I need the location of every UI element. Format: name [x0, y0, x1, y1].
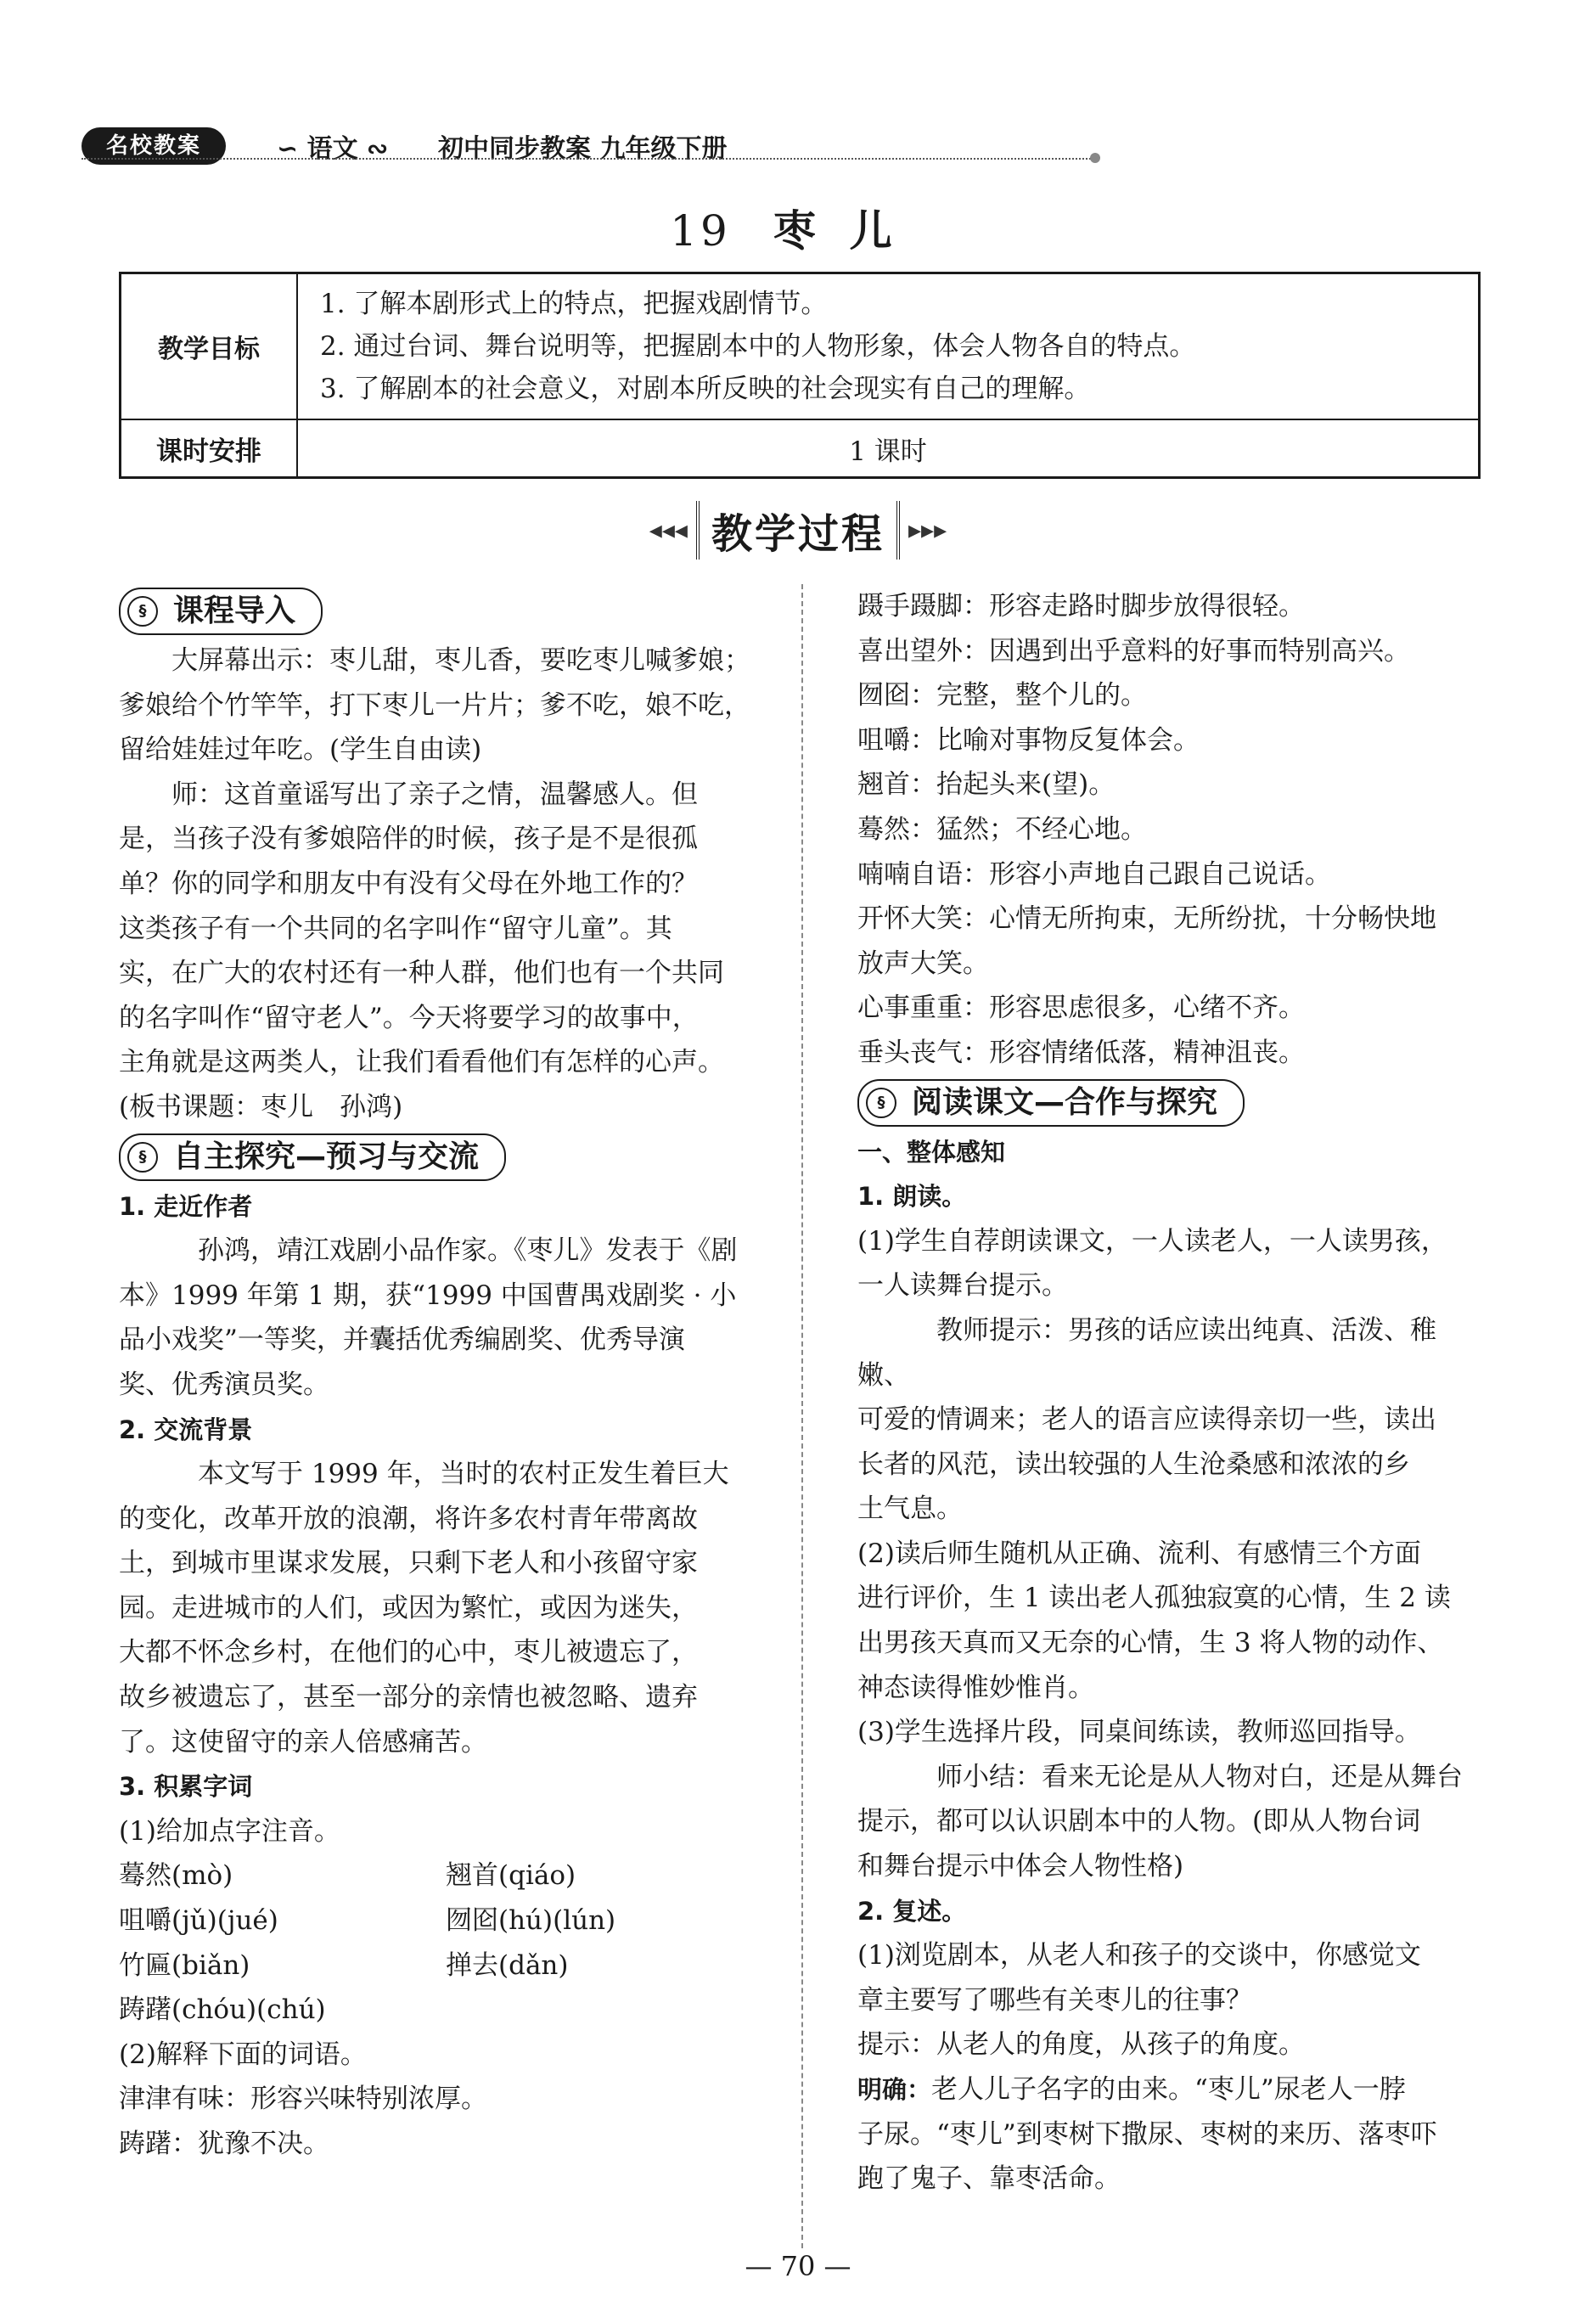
text-line: 长者的风范，读出较强的人生沧桑感和浓浓的乡 — [857, 1448, 1410, 1480]
text-line: 跑了鬼子、靠枣活命。 — [857, 2163, 1121, 2195]
definition-line: 翘首：抬起头来(望)。 — [857, 769, 1116, 801]
text-line: 大都不怀念乡村，在他们的心中，枣儿被遗忘了， — [119, 1637, 698, 1668]
text-line: 故乡被遗忘了，甚至一部分的亲情也被忽略、遗弃 — [119, 1682, 698, 1713]
arrows-right-icon: ▸▸▸ — [908, 515, 947, 545]
goals-items — [297, 273, 1480, 420]
pinyin-item: 掸去(dǎn) — [446, 1949, 569, 1981]
left-column — [119, 584, 773, 2167]
header-dot — [1090, 153, 1100, 163]
definition-line: 开怀大笑：心情无所拘束，无所纷扰，十分畅快地 — [857, 903, 1436, 935]
text-line: 进行评价，生 1 读出老人孤独寂寞的心情，生 2 读 — [857, 1583, 1451, 1614]
definition-line: 心事重重：形容思虑很多，心绪不齐。 — [857, 993, 1305, 1024]
text-line: 这类孩子有一个共同的名字叫作“留守儿童”。其 — [119, 913, 672, 944]
text-line: 孙鸿，靖江戏剧小品作家。《枣儿》发表于《剧 — [198, 1235, 738, 1267]
text-line — [857, 2067, 1486, 2112]
subheading: 2. 复述。 — [857, 1896, 967, 1926]
text-line: 园。走进城市的人们，或因为繁忙，或因为迷失， — [119, 1592, 698, 1623]
section-icon: § — [127, 596, 158, 627]
subheading: 2. 交流背景 — [119, 1415, 253, 1444]
goals-label: 教学目标 — [121, 273, 298, 420]
pinyin-item: 咀嚼(jǔ)(jué) — [119, 1905, 278, 1937]
pinyin-item: 竹匾(biǎn) — [119, 1949, 250, 1981]
text-line: 出男孩天真而又无奈的心情，生 3 将人物的动作、 — [857, 1628, 1444, 1659]
text-line: 本文写于 1999 年，当时的农村正发生着巨大 — [198, 1459, 729, 1490]
section-icon: § — [127, 1142, 158, 1173]
text-line: 神态读得惟妙惟肖。 — [857, 1672, 1094, 1703]
text-line: 子尿。“枣儿”到枣树下撒尿、枣树的来历、落枣吓 — [857, 2118, 1437, 2150]
pinyin-row — [119, 1898, 773, 1943]
clarify-label: 明确： — [857, 2075, 932, 2104]
goal-item: 3. 了解剧本的社会意义，对剧本所反映的社会现实有自己的理解。 — [320, 374, 1091, 404]
text-line: 提示：从老人的角度，从孩子的角度。 — [857, 2029, 1305, 2061]
pinyin-row — [119, 1988, 773, 2033]
arrows-left-icon: ◂◂◂ — [649, 515, 688, 545]
text-line: 师：这首童谣写出了亲子之情，温馨感人。但 — [171, 779, 698, 810]
text-line: (3)学生选择片段，同桌间练读，教师巡回指导。 — [857, 1717, 1421, 1748]
text-line: 土，到城市里谋求发展，只剩下老人和小孩留守家 — [119, 1548, 698, 1579]
right-column — [857, 584, 1486, 2202]
definition-line: 喜出望外：因遇到出乎意料的好事而特别高兴。 — [857, 635, 1410, 667]
publisher-logo: 名校教案 — [81, 127, 226, 165]
text-line: 品小戏奖”一等奖，并囊括优秀编剧奖、优秀导演 — [119, 1325, 685, 1356]
section-title: 阅读课文—合作与探究 — [912, 1084, 1218, 1120]
header-book-title: 初中同步教案 九年级下册 — [438, 134, 728, 164]
text-line: 的名字叫作“留守老人”。今天将要学习的故事中， — [119, 1002, 699, 1033]
subheading: 一、整体感知 — [857, 1137, 1006, 1167]
section-title: 自主探究—预习与交流 — [173, 1139, 480, 1174]
definition-line: 放声大笑。 — [857, 948, 989, 979]
process-banner — [0, 501, 1596, 560]
text-line: 单？你的同学和朋友中有没有父母在外地工作的？ — [119, 868, 698, 899]
lesson-title — [0, 197, 1596, 258]
text-line: 大屏幕出示：枣儿甜，枣儿香，要吃枣儿喊爹娘； — [171, 645, 750, 676]
pinyin-row — [119, 1943, 773, 1988]
definition-line: 津津有味：形容兴味特别浓厚。 — [119, 2084, 487, 2115]
text-line: 一人读舞台提示。 — [857, 1270, 1068, 1302]
section-title: 课程导入 — [173, 593, 296, 628]
text-line: 是，当孩子没有爹娘陪伴的时候，孩子是不是很孤 — [119, 824, 698, 855]
text-line: 实，在广大的农村还有一种人群，他们也有一个共同 — [119, 958, 724, 989]
definition-line: 囫囵：完整，整个儿的。 — [857, 680, 1147, 712]
text-line: 本》1999 年第 1 期，获“1999 中国曹禺戏剧奖 · 小 — [119, 1280, 737, 1311]
text-line: (1)给加点字注音。 — [119, 1815, 340, 1847]
definition-line: 蹑手蹑脚：形容走路时脚步放得很轻。 — [857, 591, 1305, 622]
text-line: 土气息。 — [857, 1493, 963, 1525]
definition-line: 垂头丧气：形容情绪低落，精神沮丧。 — [857, 1037, 1305, 1068]
lesson-name: 枣儿 — [773, 206, 926, 256]
subheading: 3. 积累字词 — [119, 1772, 253, 1802]
section-heading — [119, 588, 323, 635]
goal-item: 1. 了解本剧形式上的特点，把握戏剧情节。 — [320, 289, 828, 319]
section-heading — [119, 1133, 506, 1181]
pinyin-item — [446, 1988, 773, 2033]
definition-line: 蓦然：猛然；不经心地。 — [857, 813, 1147, 845]
goal-item: 2. 通过台词、舞台说明等，把握剧本中的人物形象，体会人物各自的特点。 — [320, 331, 1196, 362]
text-line: 和舞台提示中体会人物性格) — [857, 1851, 1184, 1882]
section-heading — [857, 1079, 1245, 1127]
pinyin-item: 蓦然(mò) — [119, 1860, 233, 1892]
text-line: 教师提示：男孩的话应读出纯真、活泼、稚嫩、 — [857, 1314, 1436, 1391]
schedule-value: 1 课时 — [297, 419, 1480, 478]
page-header — [81, 119, 1100, 170]
text-line: 了。这使留守的亲人倍感痛苦。 — [119, 1726, 487, 1758]
pinyin-item: 踌躇(chóu)(chú) — [119, 1994, 326, 2026]
definition-line: 咀嚼：比喻对事物反复体会。 — [857, 724, 1200, 756]
text-line: 提示，都可以认识剧本中的人物。(即从人物台词 — [857, 1806, 1421, 1837]
subheading: 1. 走近作者 — [119, 1191, 253, 1221]
text-line: (2)读后师生随机从正确、流利、有感情三个方面 — [857, 1538, 1421, 1569]
header-rule — [81, 158, 1097, 160]
definition-line: 喃喃自语：形容小声地自己跟自己说话。 — [857, 858, 1331, 890]
pinyin-row — [119, 1853, 773, 1898]
text-line: 师小结：看来无论是从人物对白，还是从舞台 — [936, 1761, 1463, 1792]
pinyin-item: 翘首(qiáo) — [446, 1860, 576, 1892]
page-number: — 70 — — [745, 2250, 851, 2282]
text-line: 可爱的情调来；老人的语言应读得亲切一些，读出 — [857, 1404, 1436, 1436]
text-line: (1)学生自荐朗读课文，一人读老人，一人读男孩， — [857, 1225, 1447, 1257]
column-divider — [801, 584, 803, 2248]
section-icon: § — [866, 1088, 896, 1118]
text-line: (2)解释下面的词语。 — [119, 2039, 367, 2070]
text-line: 奖、优秀演员奖。 — [119, 1369, 329, 1400]
text-line: 的变化，改革开放的浪潮，将许多农村青年带离故 — [119, 1503, 698, 1534]
subheading: 1. 朗读。 — [857, 1182, 967, 1212]
text-line: (板书课题：枣儿 孙鸿) — [119, 1091, 403, 1122]
lesson-number: 19 — [670, 206, 731, 256]
header-subject: ∽ 语文 ∾ — [277, 134, 389, 164]
process-label: 教学过程 — [696, 501, 900, 560]
definition-line: 踌躇：犹豫不决。 — [119, 2129, 329, 2159]
text-line: 主角就是这两类人，让我们看看他们有怎样的心声。 — [119, 1047, 724, 1078]
text-line: (1)浏览剧本，从老人和孩子的交谈中，你感觉文 — [857, 1940, 1421, 1971]
text-line: 留给娃娃过年吃。(学生自由读) — [119, 734, 482, 766]
text-line: 章主要写了哪些有关枣儿的往事？ — [857, 1984, 1252, 2016]
goals-table — [119, 272, 1481, 479]
pinyin-item: 囫囵(hú)(lún) — [446, 1905, 616, 1937]
clarify-text: 老人儿子名字的由来。“枣儿”尿老人一脖 — [931, 2074, 1406, 2105]
text-line: 爹娘给个竹竿竿，打下枣儿一片片；爹不吃，娘不吃， — [119, 689, 750, 721]
schedule-label: 课时安排 — [121, 419, 298, 478]
